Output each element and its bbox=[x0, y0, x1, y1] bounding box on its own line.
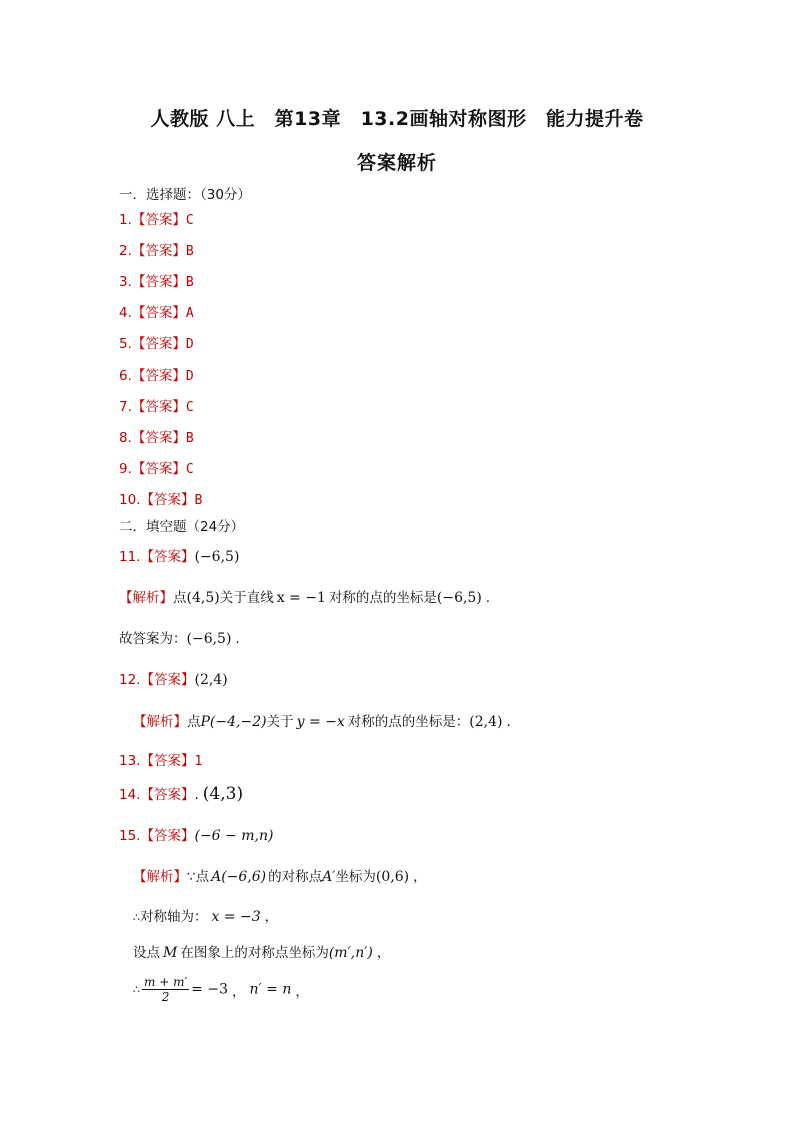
question-number: 1. bbox=[119, 212, 132, 228]
answer-line-q12 bbox=[119, 668, 228, 688]
answer-value: (−6,5) bbox=[194, 549, 240, 565]
math-result: (−6,5) bbox=[436, 590, 482, 606]
math-point: (4,5) bbox=[186, 590, 220, 606]
answer-value: (−6 − m,n) bbox=[194, 828, 274, 844]
answer-letter: C bbox=[185, 400, 194, 415]
fraction bbox=[142, 975, 189, 1004]
choice-answer-row bbox=[119, 426, 194, 446]
punctuation: . bbox=[194, 787, 199, 803]
answer-tag: 【答案】 bbox=[131, 399, 186, 415]
answer-letter: D bbox=[185, 369, 194, 384]
answer-letter: B bbox=[185, 244, 194, 259]
analysis-tag: 【解析】 bbox=[119, 590, 173, 606]
question-number: 13. bbox=[119, 753, 141, 769]
analysis-text: 对称轴为： bbox=[140, 909, 208, 925]
math-equation: = −3 bbox=[191, 981, 228, 998]
analysis-text: 设点 bbox=[133, 945, 160, 961]
section-heading-choice: 一．选择题：（30分） bbox=[119, 187, 251, 203]
answer-letter: B bbox=[194, 493, 203, 508]
answer-line-q13 bbox=[119, 749, 202, 769]
answer-letter: B bbox=[185, 275, 194, 290]
analysis-line-q15 bbox=[133, 865, 427, 885]
choice-answer-row bbox=[119, 301, 194, 321]
choice-answer-row bbox=[119, 488, 202, 508]
question-number: 15. bbox=[119, 828, 141, 844]
punctuation: ， bbox=[413, 869, 427, 885]
question-number: 9. bbox=[119, 461, 132, 477]
analysis-line-q12 bbox=[133, 710, 511, 730]
answer-tag: 【答案】 bbox=[140, 672, 195, 688]
fraction-denominator: 2 bbox=[161, 990, 170, 1004]
answer-letter: C bbox=[185, 462, 194, 477]
punctuation: . bbox=[235, 631, 240, 647]
question-number: 4. bbox=[119, 305, 132, 321]
setup-line-q15 bbox=[133, 941, 390, 961]
analysis-text: 对称的点的坐标是： bbox=[347, 714, 470, 730]
therefore-symbol: ∴ bbox=[133, 983, 140, 996]
punctuation: ， bbox=[376, 945, 391, 961]
analysis-text: 的对称点 bbox=[268, 869, 323, 885]
math-result: (−6,5) bbox=[186, 631, 232, 647]
answer-line-q14 bbox=[119, 783, 243, 804]
page-title: 人教版 八上 第13章 13.2画轴对称图形 能力提升卷 bbox=[150, 108, 644, 130]
analysis-text: 点 bbox=[173, 590, 187, 606]
answer-tag: 【答案】 bbox=[140, 828, 195, 844]
choice-answer-row bbox=[119, 208, 194, 228]
choice-answer-row bbox=[119, 457, 194, 477]
because-symbol: ∵ bbox=[187, 869, 196, 885]
math-point: P(−4,−2) bbox=[200, 714, 267, 730]
analysis-text: 点 bbox=[195, 869, 210, 885]
math-point: A(−6,6) bbox=[211, 869, 267, 885]
answer-tag: 【答案】 bbox=[131, 430, 186, 446]
therefore-symbol: ∴ bbox=[133, 911, 140, 924]
equation-line-q15 bbox=[133, 975, 309, 1004]
punctuation: . bbox=[485, 590, 491, 606]
choice-answer-row bbox=[119, 332, 194, 352]
punctuation: ， bbox=[232, 983, 246, 1000]
answer-tag: 【答案】 bbox=[140, 549, 195, 565]
question-number: 6. bbox=[119, 368, 132, 384]
question-number: 14. bbox=[119, 787, 141, 803]
analysis-text: 坐标为 bbox=[335, 869, 376, 885]
choice-answer-row bbox=[119, 239, 194, 259]
answer-value: (2,4) bbox=[194, 672, 228, 688]
answer-letter: B bbox=[185, 431, 194, 446]
choice-answer-row bbox=[119, 364, 194, 384]
math-line: y = −x bbox=[296, 714, 345, 730]
math-equation: x = −3 bbox=[211, 909, 261, 925]
question-number: 5. bbox=[119, 336, 132, 352]
punctuation: ， bbox=[264, 909, 279, 925]
answer-letter: C bbox=[185, 213, 194, 228]
math-result: (m′,n′) bbox=[328, 945, 373, 961]
punctuation: ， bbox=[295, 983, 309, 1000]
answer-line-q15 bbox=[119, 824, 273, 844]
answer-tag: 【答案】 bbox=[131, 274, 186, 290]
answer-tag: 【答案】 bbox=[140, 753, 195, 769]
math-result: (0,6) bbox=[375, 869, 410, 885]
question-number: 12. bbox=[119, 672, 141, 688]
answer-line-q11 bbox=[119, 545, 239, 565]
conclusion-text: 故答案为： bbox=[119, 631, 187, 647]
analysis-text: 关于 bbox=[266, 714, 294, 730]
math-line: x = −1 bbox=[276, 590, 326, 606]
section-heading-fill: 二．填空题（24分） bbox=[119, 519, 245, 535]
analysis-tag: 【解析】 bbox=[133, 869, 187, 885]
question-number: 8. bbox=[119, 430, 132, 446]
answer-tag: 【答案】 bbox=[140, 492, 195, 508]
fraction-numerator: m + m′ bbox=[144, 975, 188, 989]
analysis-line-q11 bbox=[119, 586, 490, 606]
answer-tag: 【答案】 bbox=[131, 336, 186, 352]
math-result: (2,4) bbox=[469, 714, 503, 730]
choice-answer-row bbox=[119, 270, 194, 290]
analysis-text: 关于直线 bbox=[219, 590, 274, 606]
question-number: 10. bbox=[119, 492, 141, 508]
axis-line-q15 bbox=[133, 905, 278, 925]
answer-tag: 【答案】 bbox=[131, 243, 186, 259]
conclusion-line-q11 bbox=[119, 627, 240, 647]
answer-letter: D bbox=[185, 337, 194, 352]
answer-tag: 【答案】 bbox=[140, 787, 195, 803]
page-subtitle: 答案解析 bbox=[356, 152, 437, 174]
question-number: 3. bbox=[119, 274, 132, 290]
analysis-text: 在图象上的对称点坐标为 bbox=[180, 945, 329, 961]
answer-tag: 【答案】 bbox=[131, 368, 186, 384]
math-equation: n′ = n bbox=[249, 981, 292, 998]
analysis-text: 对称的点的坐标是 bbox=[328, 590, 437, 606]
choice-answer-row bbox=[119, 395, 194, 415]
answer-value: 1 bbox=[194, 754, 203, 769]
answer-tag: 【答案】 bbox=[131, 212, 186, 228]
punctuation: . bbox=[506, 714, 511, 730]
question-number: 2. bbox=[119, 243, 132, 259]
analysis-tag: 【解析】 bbox=[133, 714, 187, 730]
answer-tag: 【答案】 bbox=[131, 305, 186, 321]
math-point: A′ bbox=[322, 869, 336, 885]
answer-tag: 【答案】 bbox=[131, 461, 186, 477]
analysis-text: 点 bbox=[187, 714, 201, 730]
question-number: 11. bbox=[119, 549, 141, 565]
answer-value: (4,3) bbox=[202, 784, 244, 804]
question-number: 7. bbox=[119, 399, 132, 415]
answer-letter: A bbox=[185, 306, 194, 321]
math-point: M bbox=[163, 945, 178, 961]
